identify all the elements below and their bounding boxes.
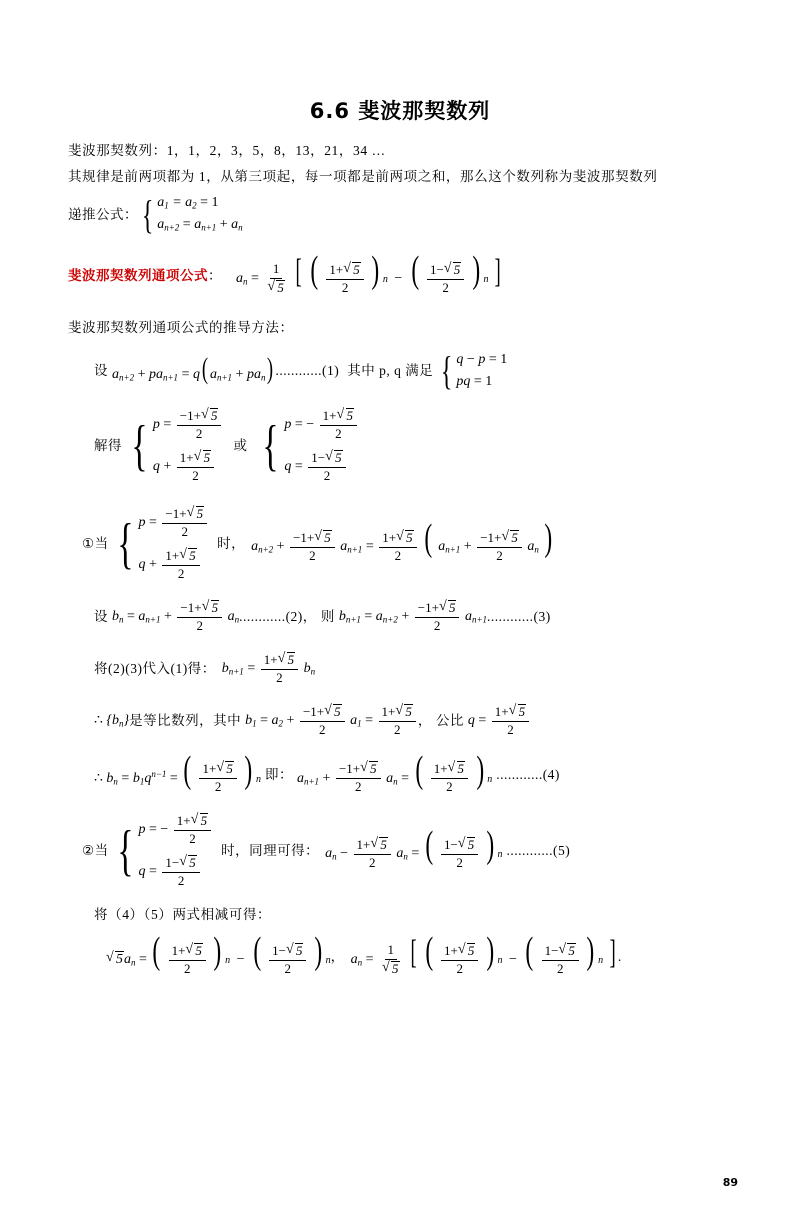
recurrence-label: 递推公式： <box>68 206 138 222</box>
step-bn-prefix: 设 <box>94 608 108 624</box>
step-set-ref: ............(1) <box>275 363 340 379</box>
step-bn-eq2: $b_{n+1} = a_{n+2}$ + $\frac{-1+ √ 5}{2}$ $a_{n+1}$ <box>339 600 487 634</box>
case-a-line-1: p = $\frac{-1+ √ 5}{2}$ <box>153 408 224 442</box>
brace-symbol: { <box>441 348 453 394</box>
step-solve-case-a <box>126 408 223 484</box>
step-bn-ref2: ............(3) <box>487 608 551 624</box>
step-geo-lead: ∴ $\{b_n\}$ <box>94 712 130 729</box>
case1-conditions <box>112 506 209 582</box>
brace-symbol: { <box>262 414 279 477</box>
final-period: . <box>617 949 622 965</box>
step-sub-text: 将(2)(3)代入(1)得： <box>94 660 216 676</box>
recurrence-brace <box>138 191 243 237</box>
case1-cond-1: p = $\frac{-1+ √ 5}{2}$ <box>139 506 210 540</box>
page-number: 89 <box>722 1176 738 1189</box>
case1-then: 时， <box>217 536 246 551</box>
case2-cond-2: q = $\frac{1- √ 5}{2}$ <box>139 855 214 889</box>
sequence-line: 斐波那契数列：1，1，2，3，5，8，13，21，34 … <box>68 143 386 158</box>
case2-row <box>82 813 732 889</box>
step-set-prefix: 设 <box>94 363 108 379</box>
brace-symbol: { <box>116 819 134 882</box>
final-eq-1: √ $5a_n$ = ( $\frac{1+ √ 5}{2}$ ) n − ( $\frac{1- √ 5}{2}$ ) n <box>106 937 331 977</box>
step-set-cond-2: pq = 1 <box>456 373 493 389</box>
case2-marker: ② <box>82 843 95 859</box>
step-bn-formula-row <box>94 748 732 796</box>
case2-equation: $a_n$ − $\frac{1+ √ 5}{2}$ $a_n$ = ( $\frac{1- √ 5}{2}$ ) n <box>325 831 502 871</box>
case1-cond-2: q + $\frac{1+ √ 5}{2}$ <box>139 548 210 582</box>
step-set-cond-1: q − p = 1 <box>456 351 508 367</box>
final-row <box>106 930 732 977</box>
brace-symbol: { <box>141 191 154 237</box>
step-solve-or: 或 <box>233 438 248 454</box>
step-geo-comma: ， <box>417 712 432 728</box>
step-set-equation: $a_{n+2} + pa_{n+1} = q$ ( $a_{n+1} + pa_n$ ) <box>112 352 274 386</box>
recurrence-eq-2: $a_{n+2} = a_{n+1} + a_n$ <box>157 217 243 233</box>
step-geo-ratio: q = $\frac{1+ √ 5}{2}$ <box>468 704 531 738</box>
recurrence-block <box>68 191 732 237</box>
brace-symbol: { <box>116 512 134 575</box>
step-bn-formula-lead: ∴ $b_n = b_1q^{n-1}$ = ( $\frac{1+ √ 5}{2}$ ) n <box>94 756 261 796</box>
case-a-line-2: q + $\frac{1+ √ 5}{2}$ <box>153 450 224 484</box>
step-solve-label: 解得 <box>94 438 122 454</box>
case1-row <box>82 506 732 582</box>
step-geo-ratio-label: 公比 <box>435 712 464 728</box>
case2-then: 时，同理可得： <box>221 843 320 859</box>
general-formula-block <box>68 248 732 296</box>
rule-line: 其规律是前两项都为 1，从第三项起，每一项都是前两项之和，那么这个数列称为斐波那契数列 <box>68 169 658 185</box>
document-body <box>68 143 732 977</box>
step-bn-row <box>94 600 732 634</box>
case2-ref: ............(5) <box>506 843 571 859</box>
page-title: 6.6 斐波那契数列 <box>309 99 491 123</box>
final-eq-2: $a_n$ = 1 √ 5 [ ( $\frac{1+ √ 5}{2}$ ) n − ( $\frac{1- √ 5}{2}$ ) n ] <box>351 937 618 977</box>
derivation-heading: 斐波那契数列通项公式的推导方法： <box>68 319 294 335</box>
brace-symbol: { <box>131 414 148 477</box>
step-bn-ref1: ............(2)， <box>239 608 317 624</box>
step-bn-mid: 则 <box>320 608 335 624</box>
general-formula-colon: ： <box>208 267 222 283</box>
step-bn-formula-ref: ............(4) <box>496 767 560 783</box>
final-comma: ， <box>330 949 345 965</box>
recurrence-eq-1: $a_1 = a_2 = 1$ <box>157 195 219 211</box>
case1-marker: ① <box>82 536 95 551</box>
step-sub-eq: $b_{n+1}$ = $\frac{1+ √ 5}{2}$ $b_n$ <box>222 652 315 686</box>
general-formula-expression: $a_n$ = 1 √ 5 [ ( $\frac{1+ √ 5}{2}$ ) n − ( $\frac{1- √ 5}{2}$ ) n ] <box>236 256 503 296</box>
step-set-conditions <box>437 348 508 394</box>
case2-conditions <box>112 813 214 889</box>
step-set-row <box>94 348 732 394</box>
step-bn-eq1: $b_n = a_{n+1}$ + $\frac{-1+ √ 5}{2}$ $a_n$ <box>112 600 239 634</box>
step-geo-row <box>94 704 732 738</box>
step-bn-formula-ie: 即： <box>264 767 293 783</box>
case2-when: 当 <box>94 843 109 859</box>
general-formula-label: 斐波那契数列通项公式 <box>68 267 208 283</box>
step-geo-b1: $b_1 = a_2$ + $\frac{-1+ √ 5}{2}$ $a_1$ = $\frac{1+ √ 5}{2}$ <box>245 704 418 738</box>
case2-cond-1: p = − $\frac{1+ √ 5}{2}$ <box>139 813 214 847</box>
case-b-line-1: p = − $\frac{1+ √ 5}{2}$ <box>284 408 359 442</box>
document-page <box>0 95 800 1227</box>
step-solve-case-b <box>257 408 359 484</box>
step-bn-formula-eq: $a_{n+1}$ + $\frac{-1+ √ 5}{2}$ $a_n$ = ( $\frac{1+ √ 5}{2}$ ) n <box>297 756 492 796</box>
step-sub-row <box>94 652 732 686</box>
case1-when: 当 <box>94 536 109 551</box>
final-lead: 将（4）（5）两式相减可得： <box>94 907 272 923</box>
step-set-middle: 其中 p, q 满足 <box>347 363 434 379</box>
step-solve-row <box>94 408 732 484</box>
case-b-line-2: q = $\frac{1- √ 5}{2}$ <box>284 450 359 484</box>
step-geo-text: 是等比数列，其中 <box>129 712 242 728</box>
case1-equation: $a_{n+2}$ + $\frac{-1+ √ 5}{2}$ $a_{n+1}$ = $\frac{1+ √ 5}{2}$ ( $a_{n+1}$ + $\frac{-1+ √ 5}{2}$ $a_n$ ) <box>251 524 555 564</box>
